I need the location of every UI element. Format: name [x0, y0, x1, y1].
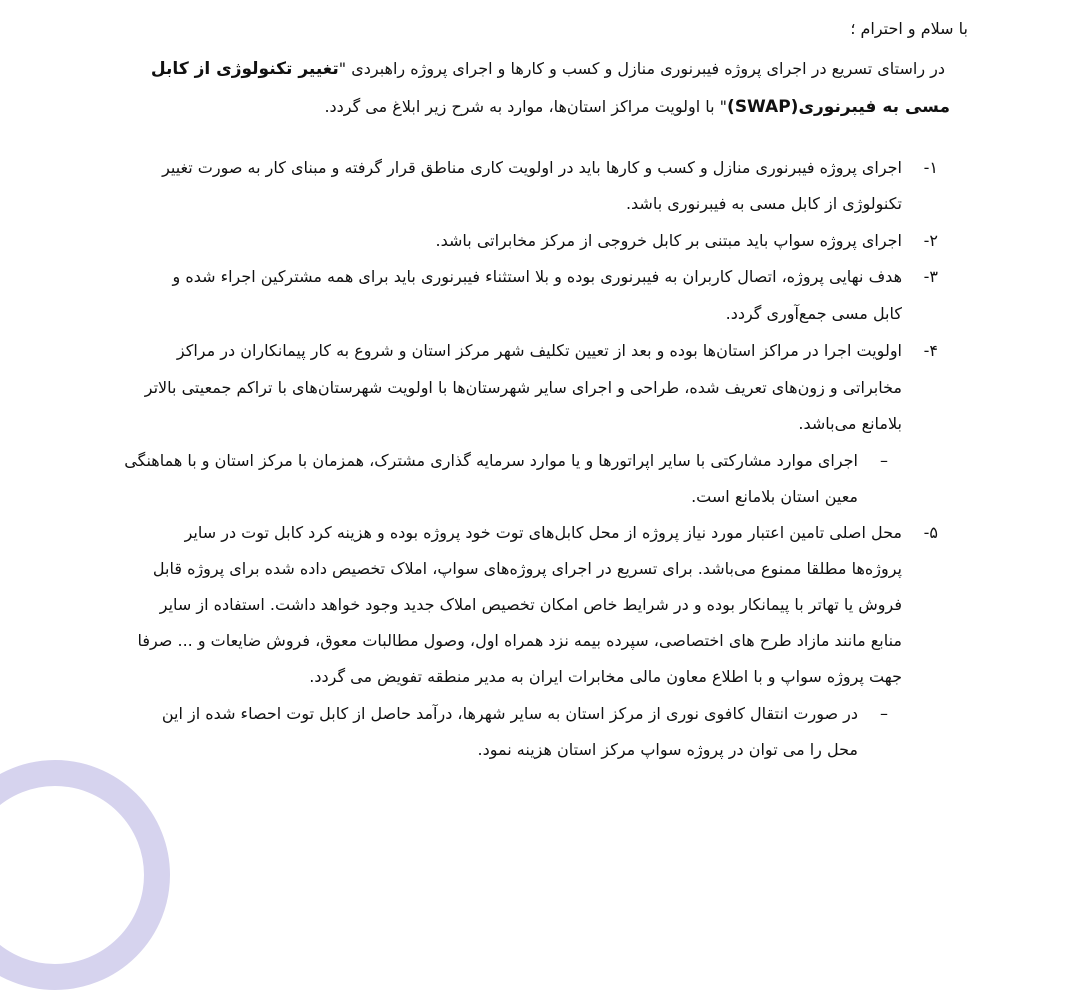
item-5-sub-line-2: محل را می توان در پروژه سواپ مرکز استان هزینه نمود. [477, 740, 858, 759]
item-5-sub-line-1: در صورت انتقال کافوی نوری از مرکز استان به سایر شهرها، درآمد حاصل از کابل توت احصاء شده از این [161, 704, 858, 723]
item-4-line-1: اولویت اجرا در مراکز استان‌ها بوده و بعد از تعیین تکلیف شهر مرکز استان و شروع به کار پیمانکاران در مراکز [176, 341, 902, 360]
watermark-logo [0, 760, 170, 990]
project-title-part-2: مسی به فیبرنوری(SWAP) [727, 97, 950, 117]
item-4-sub-line-2: معین استان بلامانع است. [691, 487, 858, 506]
intro-text-1: در راستای تسریع در اجرای پروژه فیبرنوری منازل و کسب و کارها و اجرای پروژه راهبردی " [338, 59, 945, 78]
item-4-line-3: بلامانع می‌باشد. [798, 414, 902, 433]
item-4-number: ۴- [923, 341, 938, 360]
item-5-line-3: فروش یا تهاتر با پیمانکار بوده و در شرایط خاص امکان تخصیص املاک جدید وجود خواهد داشت. استفاده از سایر [159, 595, 902, 614]
item-5-line-5: جهت پروژه سواپ و با اطلاع معاون مالی مخابرات ایران به مدیر منطقه تفویض می گردد. [309, 667, 902, 686]
item-1-line-1: اجرای پروژه فیبرنوری منازل و کسب و کارها باید در اولویت کاری مناطق قرار گرفته و مبنای کار به صورت تغییر [162, 158, 902, 177]
greeting: با سلام و احترام ؛ [850, 19, 968, 38]
item-1-number: ۱- [923, 158, 938, 177]
item-3-number: ۳- [923, 267, 938, 286]
item-4-line-2: مخابراتی و زون‌های تعریف شده، طراحی و اجرای سایر شهرستان‌ها با اولویت شهرستان‌های با تراکم جمعیتی بالاتر [144, 378, 902, 397]
item-5-number: ۵- [923, 523, 938, 542]
item-3-line-1: هدف نهایی پروژه، اتصال کاربران به فیبرنوری بوده و بلا استثناء فیبرنوری باید برای همه مشترکین اجراء شده و [172, 267, 902, 286]
item-4-sub-line-1: اجرای موارد مشارکتی با سایر اپراتورها و یا موارد سرمایه گذاری مشترک، همزمان با مرکز استان و با هماهنگی [124, 451, 858, 470]
item-4-sub-bullet: – [880, 451, 888, 470]
intro-line-1 [151, 58, 945, 80]
item-2-number: ۲- [923, 231, 938, 250]
item-5-line-2: پروژه‌ها مطلقا ممنوع می‌باشد. برای تسریع در اجرای پروژه‌های سواپ، املاک تخصیص داده شده برای پروژه قابل [152, 559, 902, 578]
item-3-line-2: کابل مسی جمع‌آوری گردد. [725, 304, 902, 323]
item-5-line-4: منابع مانند مازاد طرح های اختصاصی، سپرده بیمه نزد همراه اول، وصول مطالبات معوق، فروش ضایعات و ... صرفا [137, 631, 902, 650]
project-title-part-1: تغییر تکنولوژی از کابل [150, 59, 339, 79]
item-1-line-2: تکنولوژی از کابل مسی به فیبرنوری باشد. [625, 194, 902, 213]
item-5-sub-bullet: – [880, 704, 888, 723]
intro-line-2 [324, 96, 950, 118]
item-5-line-1: محل اصلی تامین اعتبار مورد نیاز پروژه از محل کابل‌های توت خود پروژه بوده و هزینه کرد کابل توت در سایر [184, 523, 902, 542]
intro-text-2: " با اولویت مراکز استان‌ها، موارد به شرح زیر ابلاغ می گردد. [324, 97, 728, 116]
item-2-line-1: اجرای پروژه سواپ باید مبتنی بر کابل خروجی از مرکز مخابراتی باشد. [435, 231, 902, 250]
